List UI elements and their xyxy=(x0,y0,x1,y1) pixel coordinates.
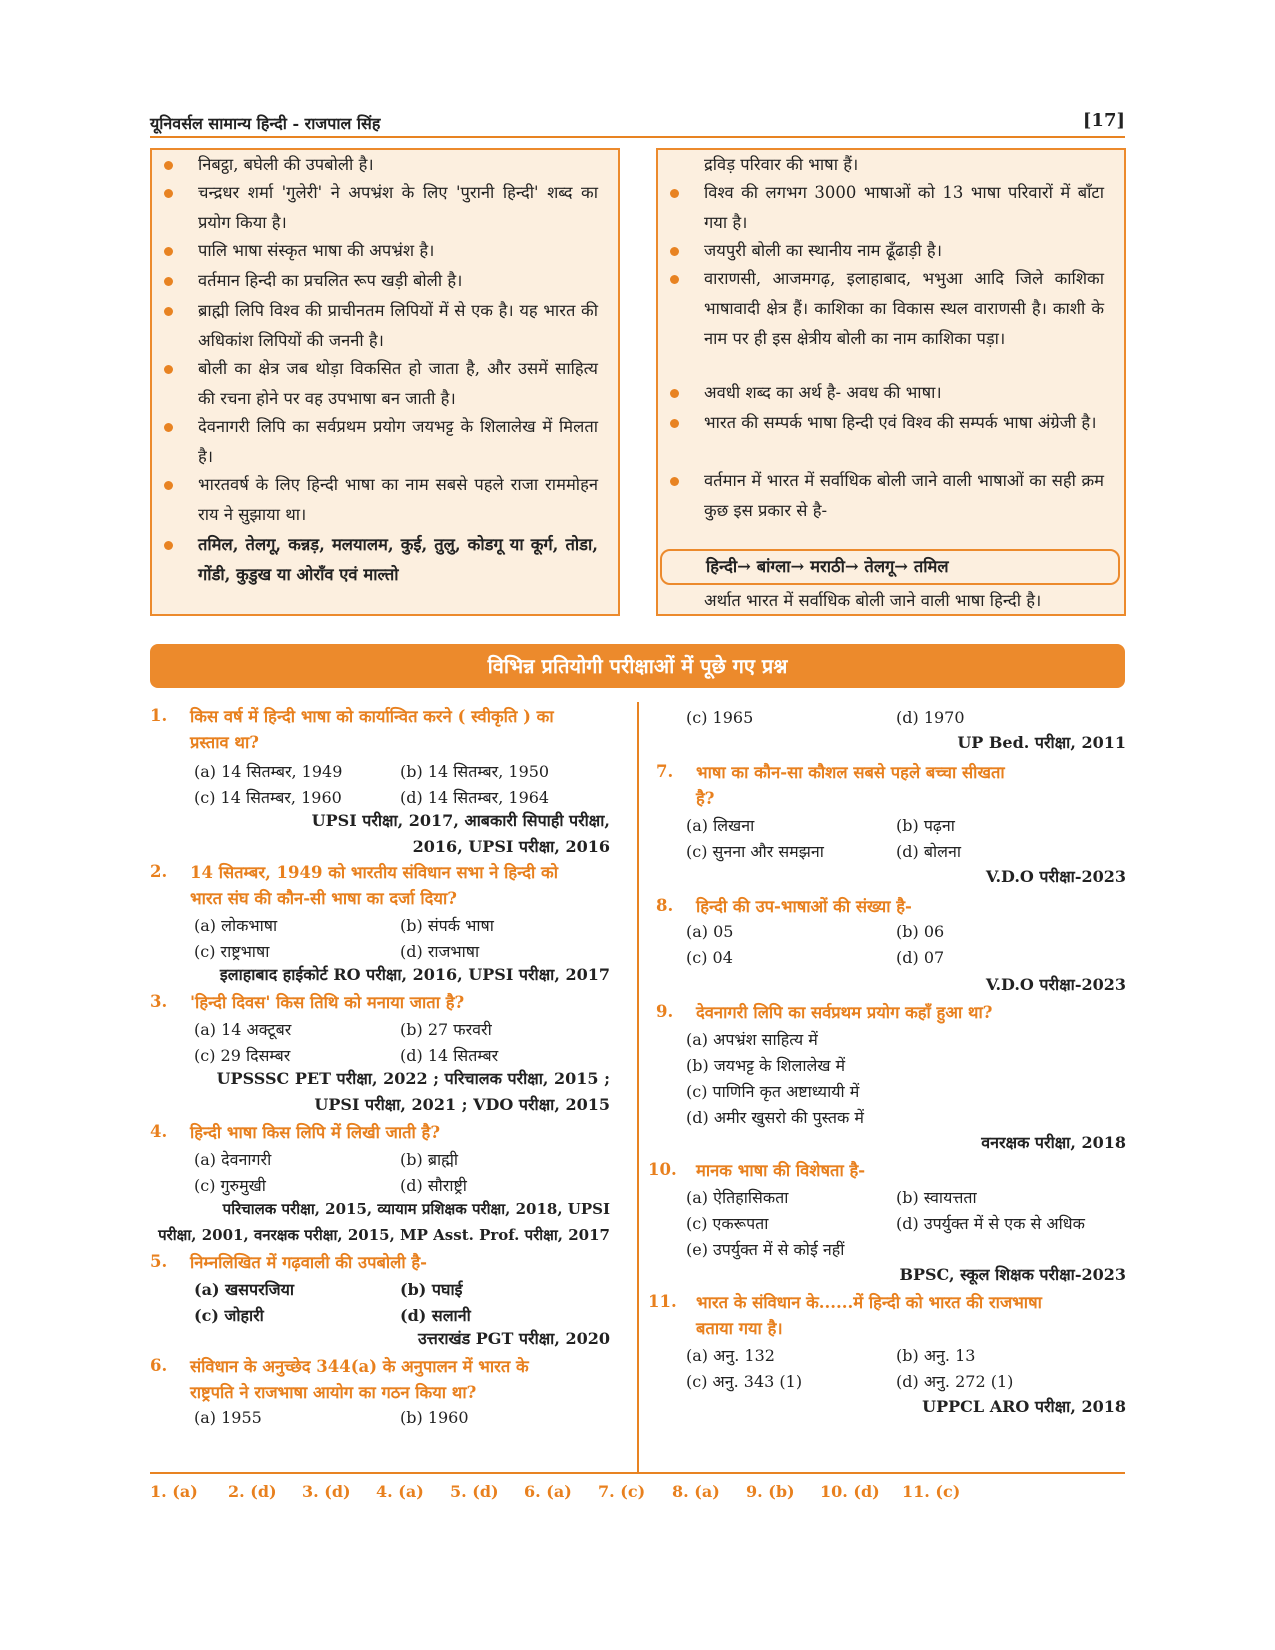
question-text: संविधान के अनुच्छेद 344(a) के अनुपालन में भारत के राष्ट्रपति ने राजभाषा आयोग का गठन किया था? xyxy=(190,1357,529,1402)
option-e: (e) उपर्युक्त में से कोई नहीं xyxy=(686,1240,845,1259)
bullet-icon xyxy=(164,481,173,490)
question-text: भारत के संविधान के......में हिन्दी को भारत की राजभाषा बताया गया है। xyxy=(696,1293,1042,1338)
bullet-icon xyxy=(670,189,679,198)
bullet-icon xyxy=(670,247,679,256)
option-a: (a) अपभ्रंश साहित्य में xyxy=(686,1030,818,1049)
option-c: (c) गुरुमुखी xyxy=(194,1176,266,1195)
question-text: देवनागरी लिपि का सर्वप्रथम प्रयोग कहाँ हुआ था? xyxy=(696,1003,993,1022)
question-text: किस वर्ष में हिन्दी भाषा को कार्यान्वित करने ( स्वीकृति ) का प्रस्ताव था? xyxy=(190,707,554,752)
facts-box-right xyxy=(656,148,1126,616)
exam-source: V.D.O परीक्षा-2023 xyxy=(985,867,1126,886)
option-d: (d) राजभाषा xyxy=(400,942,480,961)
option-d: (d) 07 xyxy=(896,948,945,967)
exam-source: BPSC, स्कूल शिक्षक परीक्षा-2023 xyxy=(899,1265,1126,1284)
language-sequence: हिन्दी→ बांग्ला→ मराठी→ तेलगू→ तमिल xyxy=(706,557,949,576)
column-divider xyxy=(637,702,639,1474)
header-rule xyxy=(150,136,1125,138)
fact-item: ब्राह्मी लिपि विश्व की प्राचीनतम लिपियों में से एक है। यह भारत की अधिकांश लिपियों की जननी है। xyxy=(198,296,598,356)
option-b: (b) 14 सितम्बर, 1950 xyxy=(400,762,550,781)
answer-item: 6. (a) xyxy=(524,1482,572,1501)
option-d: (d) अमीर खुसरो की पुस्तक में xyxy=(686,1108,864,1127)
option-a: (a) लिखना xyxy=(686,816,755,835)
question-text: 14 सितम्बर, 1949 को भारतीय संविधान सभा ने हिन्दी को भारत संघ की कौन-सी भाषा का दर्जा दिया? xyxy=(190,863,558,908)
bullet-icon xyxy=(670,477,679,486)
option-b: (b) 06 xyxy=(896,922,945,941)
option-b: (b) पघाई xyxy=(400,1280,463,1299)
option-d: (d) सौराष्ट्री xyxy=(400,1176,467,1195)
option-b: (b) संपर्क भाषा xyxy=(400,916,494,935)
question-text: 'हिन्दी दिवस' किस तिथि को मनाया जाता है? xyxy=(190,993,465,1012)
answer-item: 9. (b) xyxy=(746,1482,795,1501)
book-title: यूनिवर्सल सामान्य हिन्दी - राजपाल सिंह xyxy=(150,114,381,133)
option-a: (a) ऐतिहासिकता xyxy=(686,1188,789,1207)
exam-source: उत्तराखंड PGT परीक्षा, 2020 xyxy=(418,1329,610,1348)
option-c: (c) सुनना और समझना xyxy=(686,842,824,861)
fact-item: वर्तमान हिन्दी का प्रचलित रूप खड़ी बोली है। xyxy=(198,266,598,296)
language-sequence-box xyxy=(660,549,1120,585)
fact-item: पालि भाषा संस्कृत भाषा की अपभ्रंश है। xyxy=(198,236,598,266)
question-number: 6. xyxy=(150,1356,168,1375)
fact-item: भारतवर्ष के लिए हिन्दी भाषा का नाम सबसे पहले राजा राममोहन राय ने सुझाया था। xyxy=(198,470,598,530)
option-b: (b) पढ़ना xyxy=(896,816,955,835)
page-header xyxy=(150,108,1125,138)
bullet-icon xyxy=(164,541,173,550)
bullet-icon xyxy=(164,277,173,286)
question-text: हिन्दी की उप-भाषाओं की संख्या है- xyxy=(696,897,912,916)
question-number: 1. xyxy=(150,706,168,725)
option-c: (c) पाणिनि कृत अष्टाध्यायी में xyxy=(686,1082,860,1101)
question-text: हिन्दी भाषा किस लिपि में लिखी जाती है? xyxy=(190,1123,440,1142)
exam-source: UPSSSC PET परीक्षा, 2022 ; परिचालक परीक्षा, 2015 ; UPSI परीक्षा, 2021 ; VDO परीक्षा, 2015 xyxy=(216,1069,610,1114)
fact-item: देवनागरी लिपि का सर्वप्रथम प्रयोग जयभट्ट के शिलालेख में मिलता है। xyxy=(198,412,598,472)
answer-key-rule xyxy=(150,1472,1125,1474)
exam-source: वनरक्षक परीक्षा, 2018 xyxy=(981,1133,1126,1152)
question-text: निम्नलिखित में गढ़वाली की उपबोली है- xyxy=(190,1253,427,1272)
bullet-icon xyxy=(164,365,173,374)
fact-item: चन्द्रधर शर्मा 'गुलेरी' ने अपभ्रंश के लिए 'पुरानी हिन्दी' शब्द का प्रयोग किया है। xyxy=(198,178,598,238)
option-b: (b) अनु. 13 xyxy=(896,1346,976,1365)
exam-source: परिचालक परीक्षा, 2015, व्यायाम प्रशिक्षक परीक्षा, 2018, UPSI परीक्षा, 2001, वनरक्षक परीक्षा, 2015, MP Asst. Prof. परीक्षा, 2017 xyxy=(158,1200,610,1244)
question-text: मानक भाषा की विशेषता है- xyxy=(696,1161,866,1180)
option-b: (b) 27 फरवरी xyxy=(400,1020,492,1039)
answer-item: 1. (a) xyxy=(150,1482,198,1501)
option-a: (a) 14 सितम्बर, 1949 xyxy=(194,762,343,781)
bullet-icon xyxy=(164,247,173,256)
option-d: (d) सलानी xyxy=(400,1306,471,1325)
option-c: (c) 1965 xyxy=(686,708,754,727)
option-c: (c) 04 xyxy=(686,948,733,967)
option-a: (a) देवनागरी xyxy=(194,1150,272,1169)
option-d: (d) 1970 xyxy=(896,708,965,727)
fact-item: जयपुरी बोली का स्थानीय नाम ढूँढाड़ी है। xyxy=(704,236,1104,266)
section-title: विभिन्न प्रतियोगी परीक्षाओं में पूछे गए प्रश्न xyxy=(487,654,788,678)
bullet-icon xyxy=(164,307,173,316)
fact-continuation: द्रविड़ परिवार की भाषा हैं। xyxy=(704,155,859,174)
question-number: 4. xyxy=(150,1122,168,1141)
question-number: 3. xyxy=(150,992,168,1011)
option-c: (c) 29 दिसम्बर xyxy=(194,1046,291,1065)
option-c: (c) 14 सितम्बर, 1960 xyxy=(194,788,342,807)
option-b: (b) ब्राह्मी xyxy=(400,1150,459,1169)
option-a: (a) खसपरजिया xyxy=(194,1280,295,1299)
option-b: (b) 1960 xyxy=(400,1408,469,1427)
option-c: (c) अनु. 343 (1) xyxy=(686,1372,803,1391)
section-banner xyxy=(150,644,1125,688)
option-c: (c) जोहारी xyxy=(194,1306,264,1325)
option-d: (d) 14 सितम्बर, 1964 xyxy=(400,788,550,807)
option-a: (a) 05 xyxy=(686,922,734,941)
exam-source: UP Bed. परीक्षा, 2011 xyxy=(957,733,1126,752)
exam-source: UPPCL ARO परीक्षा, 2018 xyxy=(922,1397,1126,1416)
fact-item: अवधी शब्द का अर्थ है- अवध की भाषा। xyxy=(704,378,1104,408)
bullet-icon xyxy=(670,389,679,398)
answer-item: 5. (d) xyxy=(450,1482,499,1501)
fact-item: तमिल, तेलगू, कन्नड़, मलयालम, कुई, तुलु, कोडगू या कूर्ग, तोडा, गोंडी, कुडुख या ओरॉंव एवं माल्तो xyxy=(198,530,598,590)
question-number: 7. xyxy=(656,762,674,781)
option-c: (c) राष्ट्रभाषा xyxy=(194,942,270,961)
bullet-icon xyxy=(164,189,173,198)
option-d: (d) 14 सितम्बर xyxy=(400,1046,499,1065)
fact-item: निबट्ठा, बघेली की उपबोली है। xyxy=(198,150,598,180)
option-d: (d) बोलना xyxy=(896,842,961,861)
fact-item: वर्तमान में भारत में सर्वाधिक बोली जाने वाली भाषाओं का सही क्रम कुछ इस प्रकार से है- xyxy=(704,466,1104,526)
bullet-icon xyxy=(164,161,173,170)
question-number: 11. xyxy=(648,1292,677,1311)
option-c: (c) एकरूपता xyxy=(686,1214,769,1233)
page-number: [17] xyxy=(1082,110,1125,131)
fact-item: भारत की सम्पर्क भाषा हिन्दी एवं विश्व की सम्पर्क भाषा अंग्रेजी है। xyxy=(704,408,1104,438)
option-d: (d) उपर्युक्त में से एक से अधिक xyxy=(896,1214,1085,1233)
answer-item: 11. (c) xyxy=(902,1482,961,1501)
exam-source: V.D.O परीक्षा-2023 xyxy=(985,975,1126,994)
question-number: 5. xyxy=(150,1252,168,1271)
bullet-icon xyxy=(164,423,173,432)
answer-item: 7. (c) xyxy=(598,1482,646,1501)
fact-conclusion: अर्थात भारत में सर्वाधिक बोली जाने वाली भाषा हिन्दी है। xyxy=(704,591,1042,610)
facts-box-left xyxy=(150,148,620,616)
fact-item: वाराणसी, आजमगढ़, इलाहाबाद, भभुआ आदि जिले काशिका भाषावादी क्षेत्र हैं। काशिका का विकास स्थल वाराणसी है। काशी के नाम पर ही इस क्षेत्रीय बोली का नाम काशिका पड़ा। xyxy=(704,264,1104,354)
option-b: (b) जयभट्ट के शिलालेख में xyxy=(686,1056,846,1075)
option-b: (b) स्वायत्तता xyxy=(896,1188,977,1207)
question-number: 2. xyxy=(150,862,168,881)
question-number: 8. xyxy=(656,896,674,915)
question-number: 9. xyxy=(656,1002,674,1021)
option-a: (a) अनु. 132 xyxy=(686,1346,775,1365)
fact-item: विश्व की लगभग 3000 भाषाओं को 13 भाषा परिवारों में बाँटा गया है। xyxy=(704,178,1104,238)
bullet-icon xyxy=(670,275,679,284)
option-a: (a) लोकभाषा xyxy=(194,916,278,935)
question-text: भाषा का कौन-सा कौशल सबसे पहले बच्चा सीखता है? xyxy=(696,763,1005,808)
fact-item: बोली का क्षेत्र जब थोड़ा विकसित हो जाता है, और उसमें साहित्य की रचना होने पर वह उपभाषा बन जाती है। xyxy=(198,354,598,414)
exam-source: इलाहाबाद हाईकोर्ट RO परीक्षा, 2016, UPSI परीक्षा, 2017 xyxy=(219,965,610,984)
option-a: (a) 14 अक्टूबर xyxy=(194,1020,292,1039)
answer-item: 8. (a) xyxy=(672,1482,720,1501)
answer-item: 4. (a) xyxy=(376,1482,424,1501)
answer-item: 3. (d) xyxy=(302,1482,351,1501)
answer-item: 2. (d) xyxy=(228,1482,277,1501)
exam-source: UPSI परीक्षा, 2017, आबकारी सिपाही परीक्षा, 2016, UPSI परीक्षा, 2016 xyxy=(311,811,610,856)
answer-item: 10. (d) xyxy=(820,1482,880,1501)
option-a: (a) 1955 xyxy=(194,1408,262,1427)
bullet-icon xyxy=(670,419,679,428)
option-d: (d) अनु. 272 (1) xyxy=(896,1372,1014,1391)
question-number: 10. xyxy=(648,1160,677,1179)
